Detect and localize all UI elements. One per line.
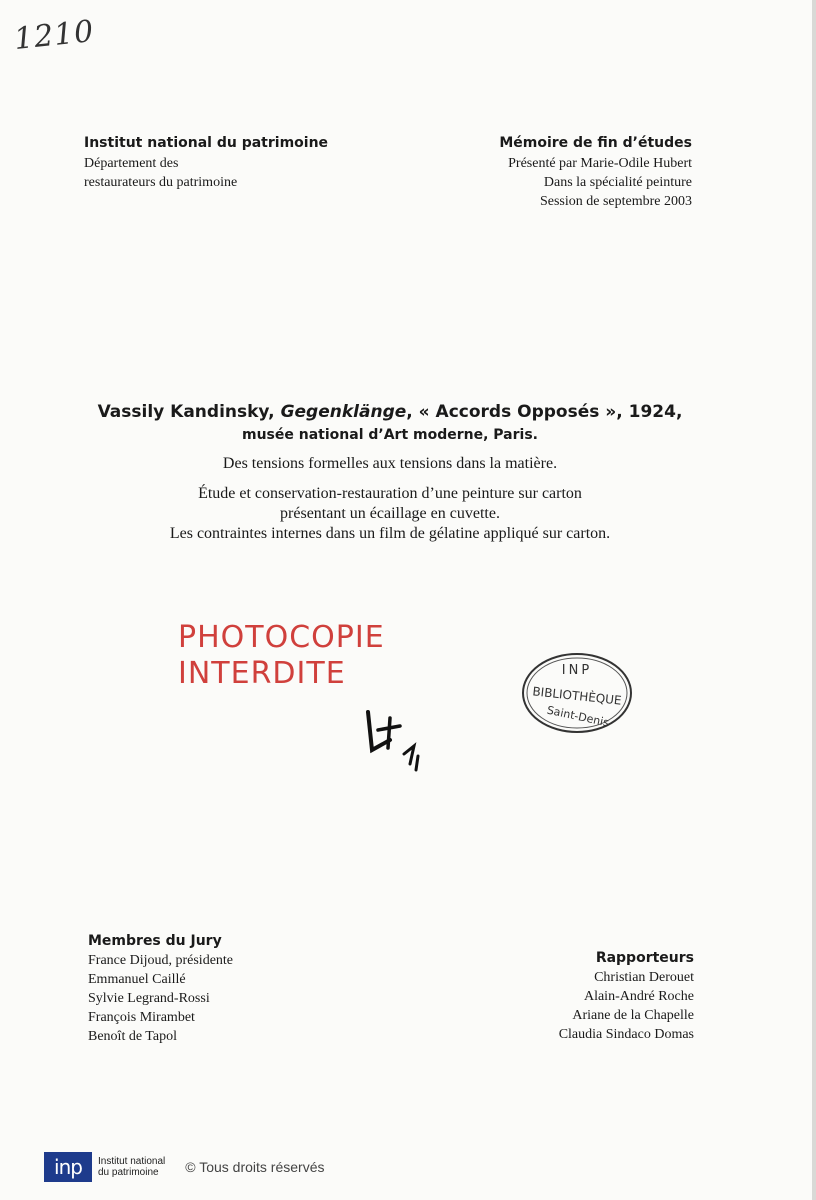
stamp-line2: INTERDITE [178,656,346,691]
jury-member: Emmanuel Caillé [88,972,186,987]
title-rest: , « Accords Opposés », 1924, [406,402,683,422]
library-stamp-icon [520,650,634,736]
title-artist: Vassily Kandinsky, [97,402,275,422]
department-line1: Département des [84,156,179,171]
rapporteur: Ariane de la Chapelle [572,1008,694,1023]
jury-title: Membres du Jury [88,933,222,949]
library-stamp-middle: BIBLIOTHÈQUE [531,684,623,708]
copyright-notice: © Tous droits réservés [185,1159,325,1175]
title-block [0,400,780,544]
jury-member: Sylvie Legrand-Rossi [88,991,210,1006]
department-line2: restaurateurs du patrimoine [84,175,238,190]
logo-caption-line1: Institut national [98,1156,166,1167]
handwritten-number: 1210 [12,13,96,58]
logo-caption [98,1156,165,1178]
thesis-session: Session de septembre 2003 [539,194,692,209]
library-stamp-bottom: Saint-Denis [545,703,611,730]
main-title [0,400,780,424]
jury-member: France Dijoud, présidente [88,953,234,968]
subtitle-2: Étude et conservation-restauration d’une peinture sur carton [198,485,582,502]
rapporteurs-title: Rapporteurs [595,950,694,966]
jury-section [88,932,233,1046]
inp-logo-icon: inp [44,1152,92,1182]
jury-member: Benoît de Tapol [88,1029,177,1044]
subtitle-3: présentant un écaillage en cuvette. [280,505,500,522]
library-stamp-top: INP [561,663,593,678]
footer [44,1152,325,1182]
logo-caption-line2: du patrimoine [98,1167,159,1178]
subtitle-1: Des tensions formelles aux tensions dans la matière. [222,455,558,472]
handwritten-signature-icon [360,706,430,776]
header-thesis-info [499,134,692,211]
header-institution [84,134,328,192]
jury-member: François Mirambet [88,1010,195,1025]
rapporteur: Alain-André Roche [583,989,694,1004]
title-museum: musée national d’Art moderne, Paris. [242,427,538,443]
rapporteurs-section [559,949,694,1044]
thesis-specialty: Dans la spécialité peinture [543,175,692,190]
subtitle-4: Les contraintes internes dans un film de gélatine appliqué sur carton. [169,525,611,542]
stamp-line1: PHOTOCOPIE [178,620,385,655]
rapporteur: Claudia Sindaco Domas [558,1027,694,1042]
rapporteur: Christian Derouet [594,970,694,985]
photocopy-forbidden-stamp [178,620,385,692]
title-work: Gegenklänge [280,402,407,422]
thesis-author: Présenté par Marie-Odile Hubert [508,156,692,171]
thesis-type: Mémoire de fin d’études [499,135,692,151]
institution-name: Institut national du patrimoine [84,135,329,151]
